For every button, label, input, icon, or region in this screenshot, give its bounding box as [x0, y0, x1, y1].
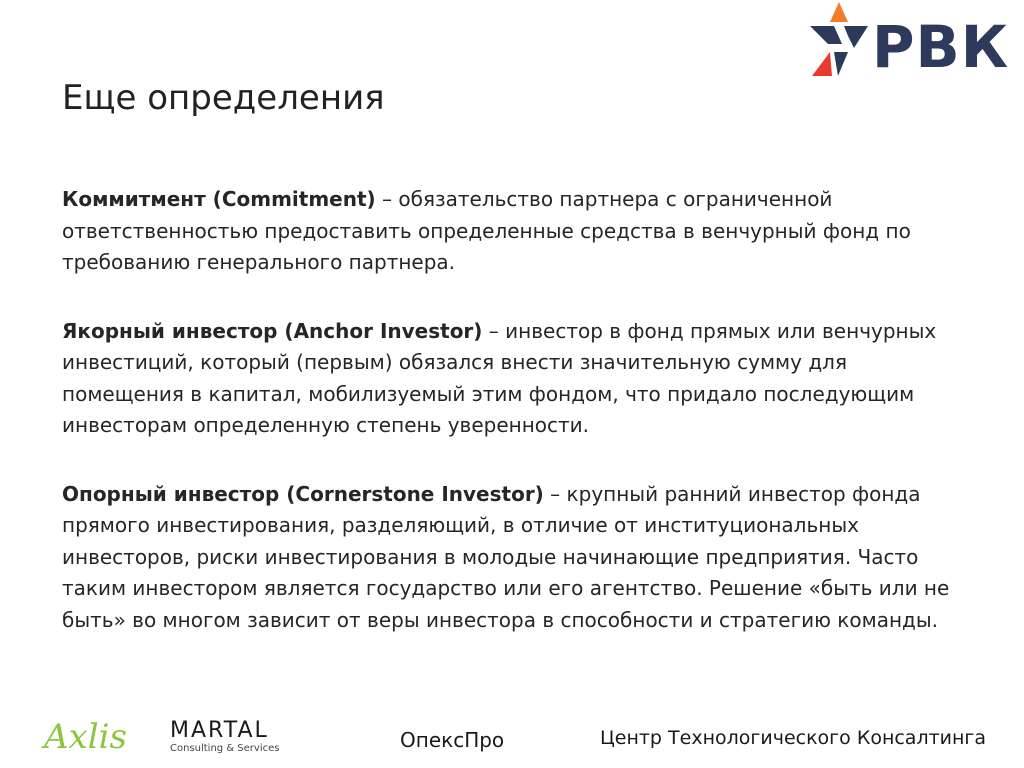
footer-logos	[0, 712, 1024, 768]
definition-term: Коммитмент (Commitment)	[62, 187, 376, 211]
rvk-logo	[808, 0, 1018, 80]
rvk-logo-mark-icon	[808, 0, 870, 80]
rvk-logo-wordmark: РВК	[872, 13, 1010, 81]
martal-logo-name: MARTAL	[170, 718, 269, 743]
definition-anchor-investor	[62, 316, 962, 442]
definition-text: – инвестор в фонд прямых или венчурных инвестиций, который (первым) обязался внести значительную сумму для помещения в капитал, мобилизуемый этим фондом, что придало последующим инвесторам определенную степень уверенности.	[62, 318, 937, 437]
opekspro-logo: ОпексПро	[400, 728, 505, 752]
ctk-logo: Центр Технологического Консалтинга	[600, 727, 987, 749]
definition-term: Якорный инвестор (Anchor Investor)	[62, 318, 483, 343]
definition-text: – крупный ранний инвестор фонда прямого инвестирования, разделяющий, в отличие от институциональных инвесторов, риски инвестирования в молодые начинающие предприятия. Часто таким инвестором является государство или его агентство. Решение «быть или не быть» во многом зависит от веры инвестора в способности и стратегию команды.	[62, 481, 950, 632]
definition-text: – обязательство партнера с ограниченной ответственностью предоставить определенные средства в венчурный фонд по требованию генерального партнера.	[62, 187, 911, 274]
axlis-logo: Axlis	[44, 717, 127, 757]
martal-logo-subtitle: Consulting & Services	[170, 743, 280, 754]
definition-commitment	[62, 184, 962, 279]
definition-term: Опорный инвестор (Cornerstone Investor)	[62, 481, 544, 506]
martal-logo	[170, 720, 279, 755]
definitions-list	[62, 184, 962, 673]
definition-cornerstone-investor	[62, 479, 962, 637]
page-title: Еще определения	[62, 78, 385, 118]
